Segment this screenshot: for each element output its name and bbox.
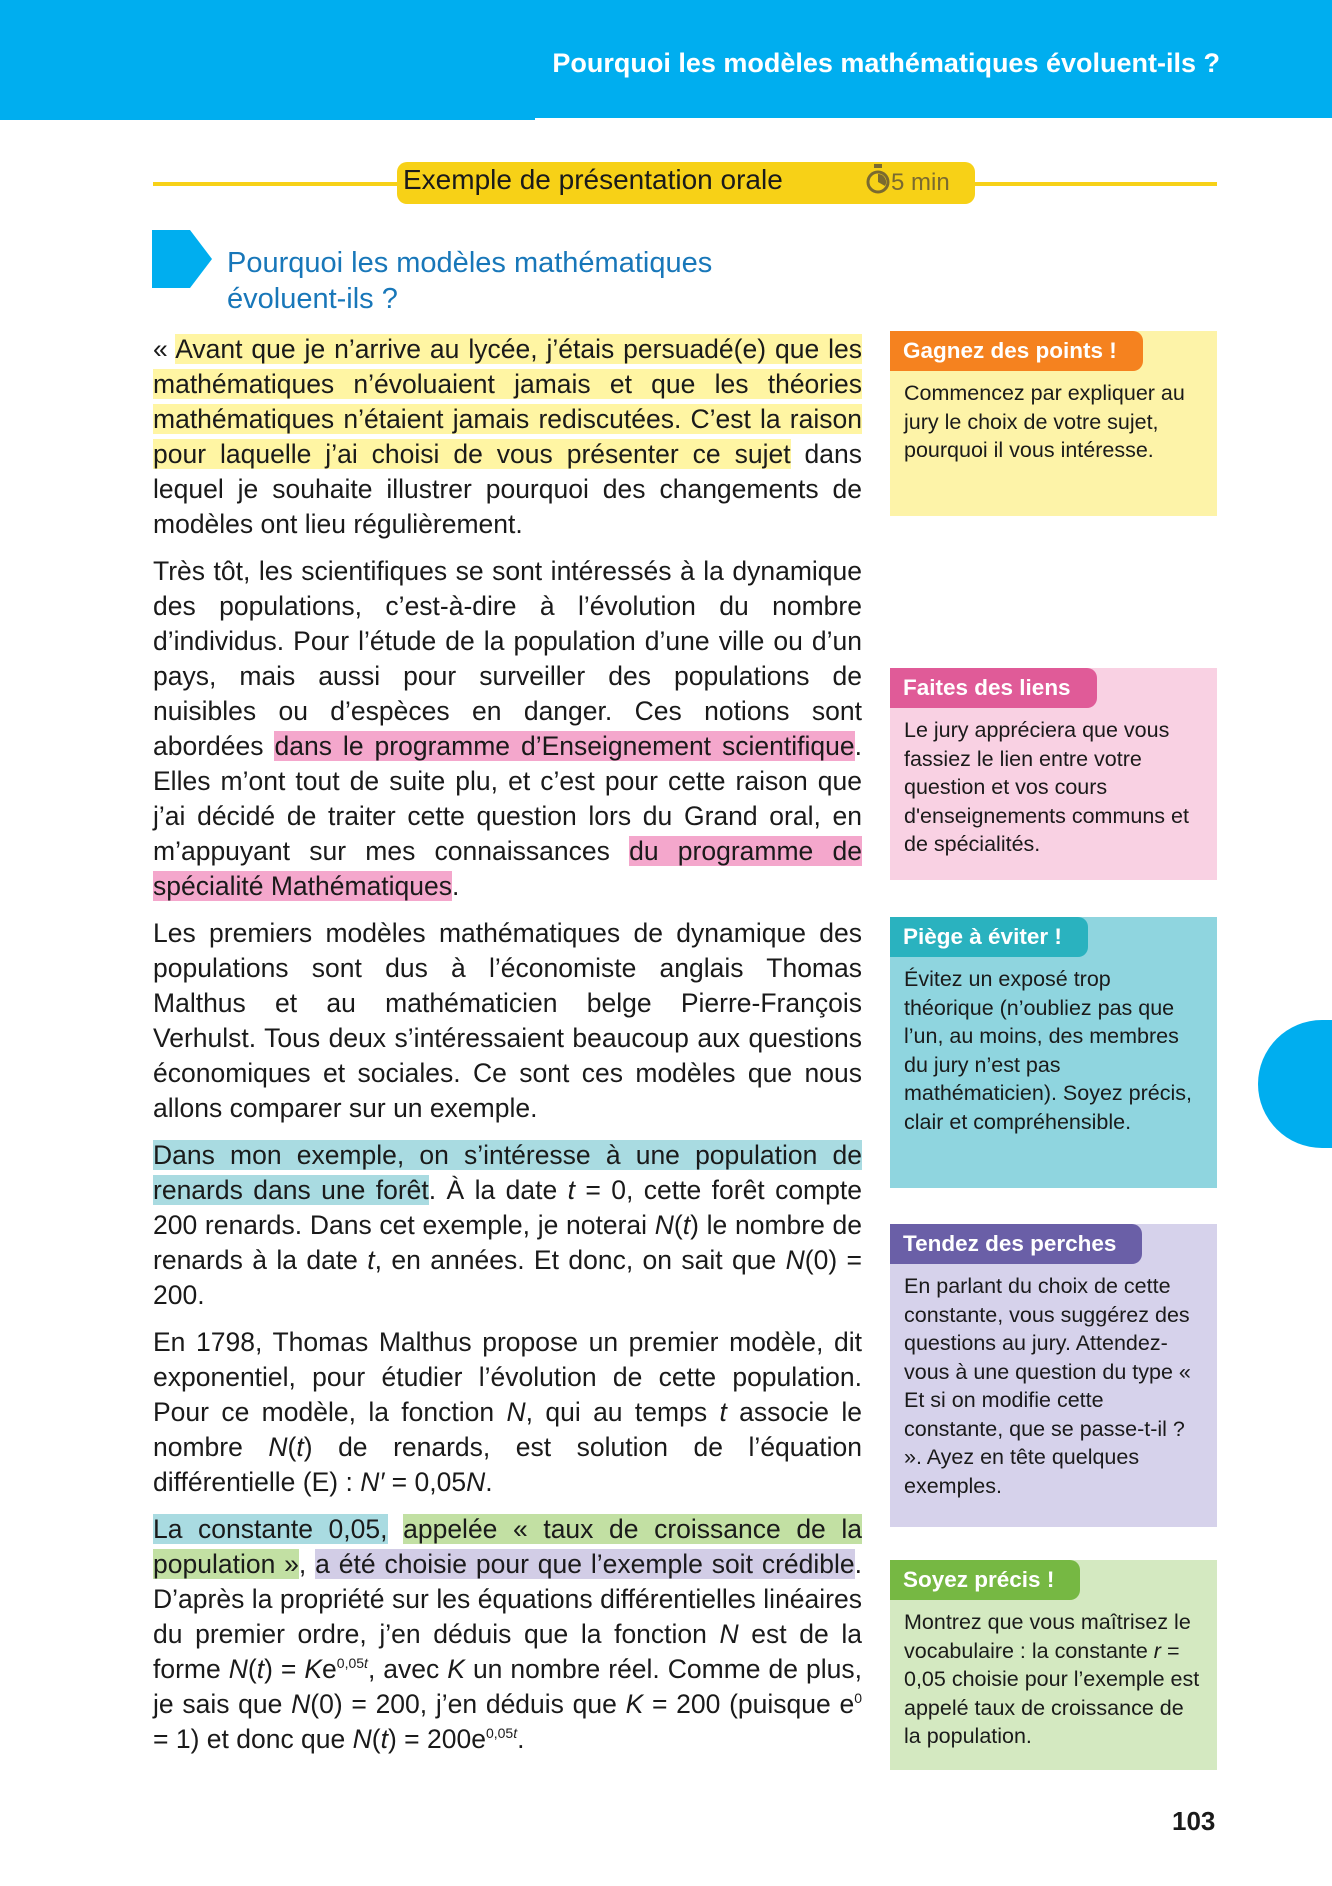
paragraph-dynamics: Très tôt, les scientifiques se sont intéressés à la dynamique des populations, c’est-à-dire à l’évolution du nombre d’individus. Pour l’étude de la population d’une ville ou d’un pays, mais aussi pour surveiller des populations de nuisibles ou d’espèces en danger. Ces notions sont abordées dans le programme d’Enseignement scientifique. Elles m’ont tout de suite plu, et c’est pour cette raison que j’ai décidé de traiter cette question lors du Grand oral, en m’appuyant sur mes connaissances du programme de spécialité Mathématiques.	[153, 556, 862, 901]
section-time: 5 min	[891, 169, 950, 196]
tip-box-points	[890, 331, 1217, 516]
paragraph-intro: « Avant que je n’arrive au lycée, j’étais persuadé(e) que les mathématiques n’évoluaient jamais et que les théories mathématiques n’étaient jamais rediscutées. C’est la raison pour laquelle j’ai choisi de vous présenter ce sujet dans lequel je souhaite illustrer pourquoi des changements de modèles ont lieu régulièrement.	[153, 334, 863, 539]
tip-box-links	[890, 668, 1217, 880]
tip-title: Gagnez des points !	[890, 331, 1143, 371]
highlight-violet: a été choisie pour que l’exemple soit crédible	[315, 1549, 855, 1579]
tip-text: Le jury appréciera que vous fassiez le lien entre votre question et vos cours d'enseignements communs et de spécialités.	[904, 718, 1189, 856]
highlight-pink: dans le programme d’Enseignement scientifique	[274, 731, 855, 761]
tip-text: Montrez que vous maîtrisez le vocabulaire : la constante r = 0,05 choisie pour l’exemple est appelé taux de croissance de la population.	[904, 1610, 1200, 1748]
tip-text: Évitez un exposé trop théorique (n’oubliez pas que l’un, au moins, des membres du jury n’est pas mathématicien). Soyez précis, clair et compréhensible.	[904, 967, 1192, 1134]
tip-box-pitfall	[890, 917, 1217, 1188]
stopwatch-icon	[866, 164, 890, 196]
highlight-yellow: Avant que je n’arrive au lycée, j’étais persuadé(e) que les mathématiques n’évoluaient jamais et que les théories mathématiques n’étaient jamais rediscutées. C’est la raison pour laquelle j’ai choisi de vous présenter ce sujet	[153, 334, 862, 469]
header-underline	[0, 116, 535, 120]
header-title: Pourquoi les modèles mathématiques évoluent-ils ?	[552, 48, 1220, 78]
presentation-text	[153, 332, 862, 1769]
highlight-green: appelée « taux de croissance de la population »	[153, 1514, 863, 1579]
tip-text: Commencez par expliquer au jury le choix de votre sujet, pourquoi il vous intéresse.	[904, 381, 1185, 462]
header-bar	[0, 0, 1332, 118]
tip-title: Faites des liens	[890, 668, 1097, 708]
arrow-flag-icon	[152, 230, 212, 288]
paragraph-constant: La constante 0,05, appelée « taux de croissance de la population », a été choisie pour que l’exemple soit crédible. D’après la propriété sur les équations différentielles linéaires du premier ordre, j’en déduis que la fonction N est de la forme $N(t) = Ke^{0,05t}$, avec K un nombre réel. Comme de plus, je sais que N(0) = 200, j’en déduis que K = 200 (puisque $e^0 = 1$) et donc que $N(t) = 200e^{0,05t}$.	[153, 1514, 863, 1754]
section-label: Exemple de présentation orale	[403, 164, 783, 195]
highlight-blue: Dans mon exemple, on s’intéresse à une population de renards dans une forêt	[153, 1140, 862, 1205]
tip-title: Tendez des perches	[890, 1224, 1142, 1264]
tip-title: Piège à éviter !	[890, 917, 1088, 957]
chapter-side-tab	[1258, 1020, 1332, 1148]
section-rule-left	[153, 182, 403, 186]
highlight-pink: du programme de spécialité Mathématiques	[153, 836, 862, 901]
page-number: 103	[1172, 1806, 1216, 1836]
highlight-blue: La constante 0,05,	[153, 1514, 388, 1544]
tip-title: Soyez précis !	[890, 1560, 1080, 1600]
tip-box-precise	[890, 1560, 1217, 1770]
section-rule-right	[970, 182, 1217, 186]
paragraph-malthus: En 1798, Thomas Malthus propose un premier modèle, dit exponentiel, pour étudier l’évolution de cette population. Pour ce modèle, la fonction N, qui au temps t associe le nombre N(t) de renards, est solution de l’équation différentielle (E) : N′ = 0,05N.	[153, 1327, 863, 1497]
tip-box-perches	[890, 1224, 1217, 1527]
paragraph-models: Les premiers modèles mathématiques de dynamique des populations sont dus à l’économiste anglais Thomas Malthus et au mathématicien belge Pierre-François Verhulst. Tous deux s’intéressaient beaucoup aux questions économiques et sociales. Ce sont ces modèles que nous allons comparer sur un exemple.	[153, 918, 862, 1123]
tip-text: En parlant du choix de cette constante, vous suggérez des questions au jury. Attendez-vous à une question du type « Et si on modifie cette constante, que se passe-t-il ? ». Ayez en tête quelques exemples.	[904, 1274, 1191, 1498]
question-title: Pourquoi les modèles mathématiques évoluent-ils ?	[227, 247, 713, 315]
paragraph-example: Dans mon exemple, on s’intéresse à une population de renards dans une forêt. À la date t = 0, cette forêt compte 200 renards. Dans cet exemple, je noterai N(t) le nombre de renards à la date t, en années. Et donc, on sait que N(0) = 200.	[153, 1140, 863, 1310]
